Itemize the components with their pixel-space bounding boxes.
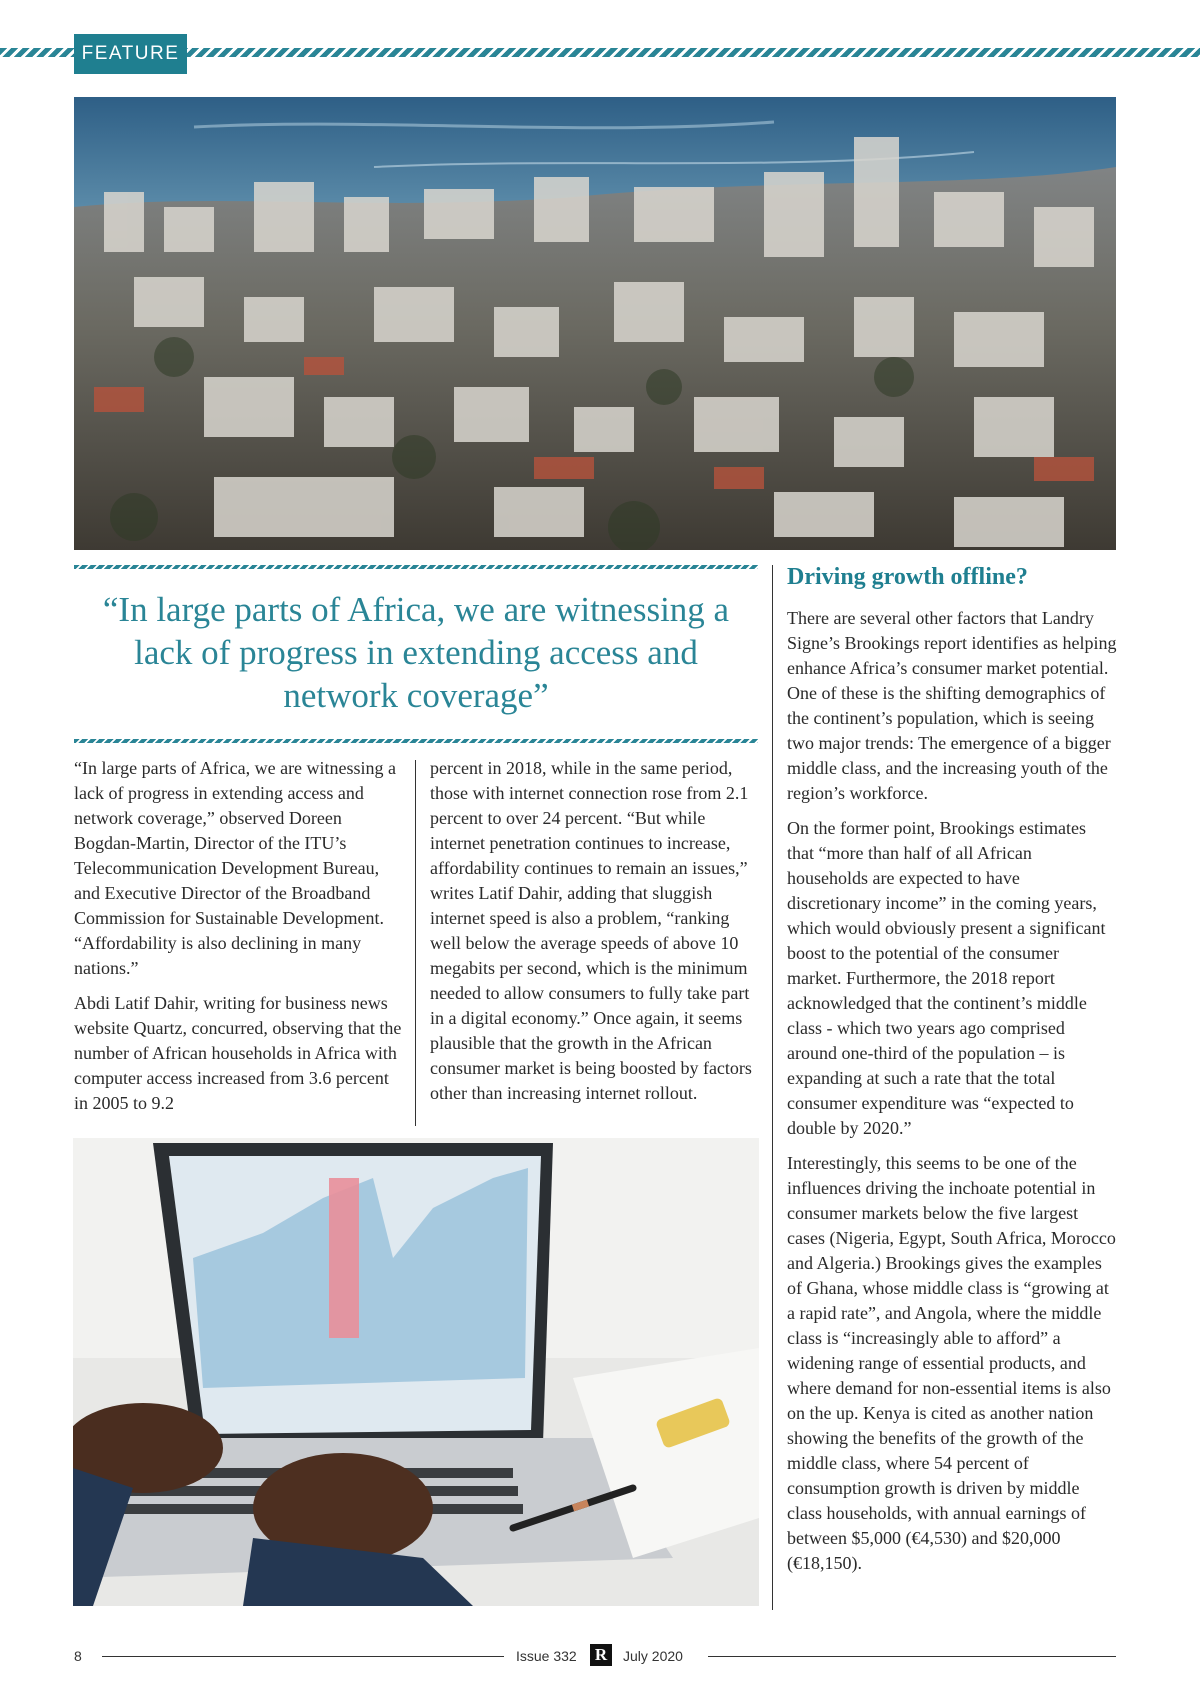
pull-quote-top-rule [74, 565, 758, 569]
section-label: FEATURE [74, 34, 187, 74]
issue-number: Issue 332 [516, 1648, 577, 1664]
publication-logo-icon: R [590, 1644, 612, 1666]
pull-quote-bottom-rule [74, 739, 758, 743]
article-column-3 [787, 606, 1117, 1586]
column-3-paragraph: There are several other factors that Landry Signe’s Brookings report identifies as helping enhance Africa’s consumer market potential. One of these is the shifting demographics of the continent’s population, which is seeing two major trends: The emergence of a bigger middle class, and the increasing youth of the region’s workforce. [787, 608, 1117, 803]
article-column-2 [430, 756, 758, 1116]
issue-date: July 2020 [623, 1648, 683, 1664]
column-2-paragraph: percent in 2018, while in the same period, those with internet connection rose from 2.1 percent to over 24 percent. “But while internet penetration continues to increase, affordability continues to remain an issues,” writes Latif Dahir, adding that sluggish internet speed is also a problem, “ranking well below the average speeds of above 10 megabits per second, which is the minimum needed to allow consumers to fully take part in a digital economy.” Once again, it seems plausible that the growth in the African consumer market is being boosted by factors other than increasing internet rollout. [430, 758, 752, 1103]
page-footer [0, 1644, 1200, 1668]
footer-rule-right [708, 1656, 1116, 1657]
column-divider-2 [772, 565, 773, 1610]
section-heading: Driving growth offline? [787, 564, 1028, 590]
column-1-paragraph: “In large parts of Africa, we are witnessing a lack of progress in extending access and network coverage,” observed Doreen Bogdan-Martin, Director of the ITU’s Telecommunication Development Bureau, and Executive Director of the Broadband Commission for Sustainable Development. “Affordability is also declining in many nations.” [74, 758, 397, 978]
pull-quote: “In large parts of Africa, we are witnessing a lack of progress in extending access and network coverage” [102, 590, 730, 715]
article-column-1 [74, 756, 404, 1126]
column-3-paragraph: Interestingly, this seems to be one of the influences driving the inchoate potential in consumer markets below the five largest cases (Nigeria, Egypt, South Africa, Morocco and Algeria.) Brookings gives the examples of Ghana, whose middle class is “growing at a rapid rate”, and Angola, where the middle class is “increasingly able to afford” a widening range of essential products, and where demand for non-essential items is also on the up. Kenya is cited as another nation showing the benefits of the growth of the middle class, where 54 percent of consumption growth is driven by middle class households, with annual earnings of between $5,000 (€4,530) and $20,000 (€18,150). [787, 1153, 1116, 1573]
column-3-paragraph: On the former point, Brookings estimates that “more than half of all African households are expected to have discretionary income” in the coming years, which would obviously present a significant boost to the potential of the consumer market. Furthermore, the 2018 report acknowledged that the continent’s middle class - which two years ago comprised around one-third of the population – is expanding at such a rate that the total consumer expenditure was “expected to double by 2020.” [787, 818, 1106, 1138]
footer-rule-left [102, 1656, 504, 1657]
column-1-paragraph: Abdi Latif Dahir, writing for business news website Quartz, concurred, observing that the number of African households in Africa with computer access increased from 3.6 percent in 2005 to 9.2 [74, 993, 402, 1113]
page-number: 8 [74, 1648, 82, 1664]
city-aerial-photo [74, 97, 1116, 550]
laptop-chart-photo [73, 1138, 759, 1606]
column-divider-1 [415, 760, 416, 1126]
